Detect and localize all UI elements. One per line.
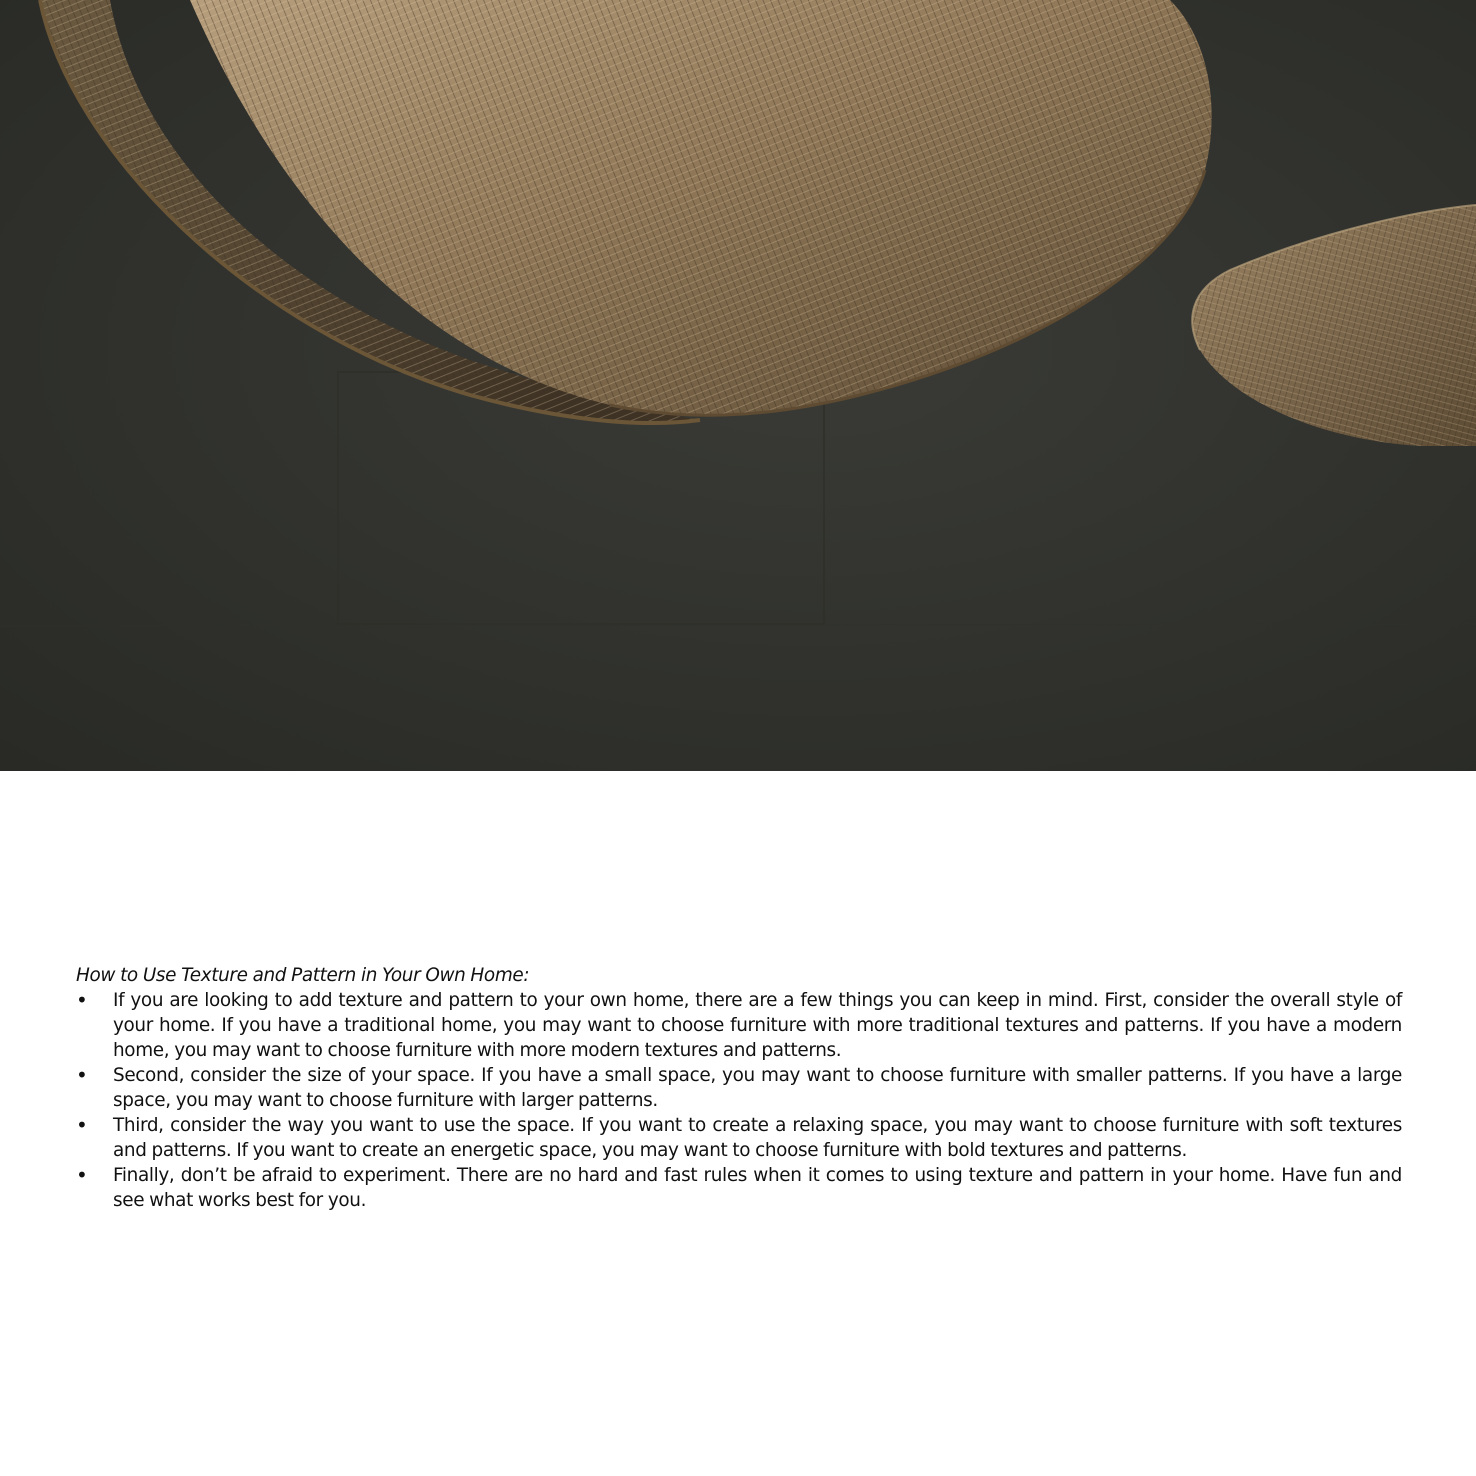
list-item-text: If you are looking to add texture and pattern to your own home, there are a few things you can keep in mind. First, consider the overall style of your home. If you have a traditional home, you may want to choose furniture with more traditional textures and patterns. If you have a modern home, you may want to choose furniture with more modern textures and patterns. <box>113 990 1402 1061</box>
list-item <box>76 1113 1402 1163</box>
list-item <box>76 1063 1402 1113</box>
list-item-text: Finally, don’t be afraid to experiment. There are no hard and fast rules when it comes to using texture and pattern in your home. Have fun and see what works best for you. <box>113 1165 1402 1211</box>
list-item <box>76 1163 1402 1213</box>
bullet-icon: • <box>76 988 88 1012</box>
tips-list <box>76 988 1402 1213</box>
bullet-icon: • <box>76 1163 88 1187</box>
list-item <box>76 988 1402 1063</box>
list-item-text: Third, consider the way you want to use the space. If you want to create a relaxing space, you may want to choose furniture with soft textures and patterns. If you want to create an energetic space, you may want to choose furniture with bold textures and patterns. <box>113 1115 1402 1161</box>
bullet-icon: • <box>76 1113 88 1137</box>
list-item-text: Second, consider the size of your space. If you have a small space, you may want to choose furniture with smaller patterns. If you have a large space, you may want to choose furniture with larger patterns. <box>113 1065 1402 1111</box>
bullet-icon: • <box>76 1063 88 1087</box>
texture-pattern-section <box>76 963 1402 1213</box>
section-heading: How to Use Texture and Pattern in Your Own Home: <box>76 965 530 986</box>
